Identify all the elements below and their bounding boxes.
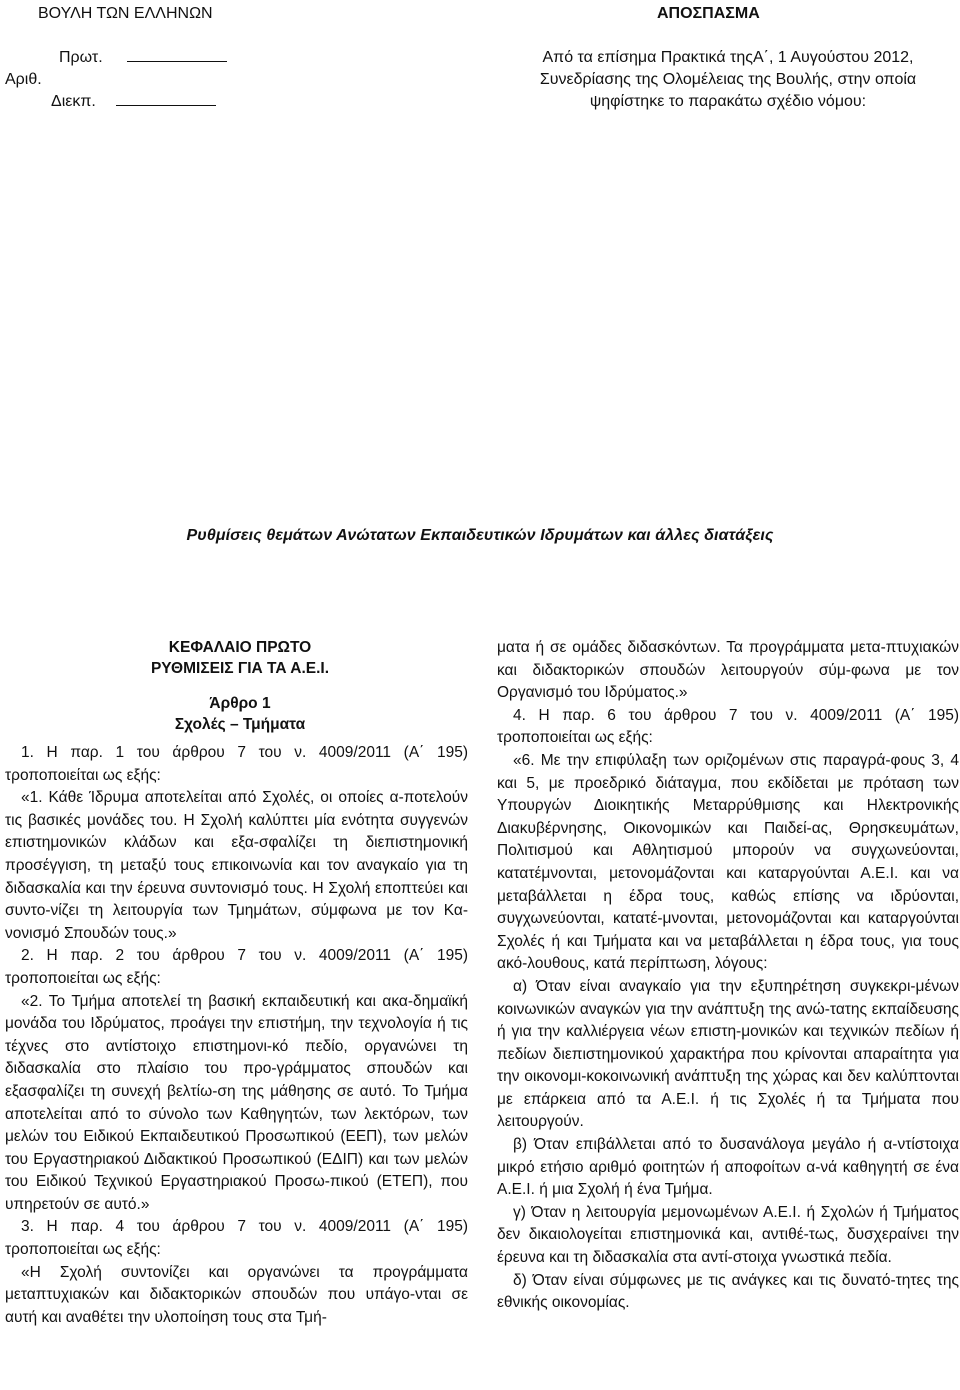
session-line: Συνεδρίασης της Ολομέλειας της Βουλής, στην οποία [539, 71, 917, 88]
arith-label: Αριθ. [5, 71, 42, 88]
chapter-title: ΚΕΦΑΛΑΙΟ ΠΡΩΤΟ [168, 639, 312, 656]
paragraph: δ) Όταν είναι σύμφωνες με τις ανάγκες και τις δυνατό-τητες της εθνικής οικονομίας. [497, 1271, 959, 1312]
prot-number-blank [127, 47, 227, 62]
left-column [5, 742, 468, 1329]
paragraph: α) Όταν είναι αναγκαίο για την εξυπηρέτηση συγκεκρι-μένων κοινωνικών αναγκών για την ανάπτυξη της ανώ-τατης εκπαίδευσης ή για την καλλιέργεια νέων επιστη-μονικών και τεχνικών πεδίων ή πεδίων διεπιστημονικού χαρακτήρα που κρίνονται απαραίτητα για την οικονομι-κοκοινωνική ανάπτυξη της χώρας και δεν καλύπτονται με επάρκεια από τα Α.Ε.Ι. ή τις Σχολές ή τα Τμήματα που λειτουργούν. [497, 977, 959, 1131]
session-line: ψηφίστηκε το παρακάτω σχέδιο νόμου: [589, 93, 867, 110]
paragraph: «6. Με την επιφύλαξη των οριζομένων στις παραγρά-φους 3, 4 και 5, με προεδρικό διάταγμα, που εκδίδεται με πρόταση των Υπουργών Διοικητικής Μεταρρύθμισης και Ηλεκτρονικής Διακυβέρνησης, Οικονομικών και Παιδεί-ας, Θρησκευμάτων, Πολιτισμού και Αθλητισμού μπορούν να συγχωνεύονται, κατατέμνονται, μετονομάζονται και καταργούνται Α.Ε.Ι. και να μεταβάλλεται η έδρα τους, καθώς επίσης να ιδρύονται, συγχωνεύονται, κατατέ-μνονται, μετονομάζονται και καταργούνται Σχολές ή και Τμήματα και να μεταβάλλεται η έδρα τους, για τους ακό-λουθους, κατά περίπτωση, λόγους: [497, 751, 959, 973]
bill-subject: Ρυθμίσεις θεμάτων Ανώτατων Εκπαιδευτικών Ιδρυμάτων και άλλες διατάξεις [186, 527, 774, 544]
session-info [488, 47, 960, 113]
article-title: Σχολές – Τμήματα [174, 716, 306, 733]
paragraph: β) Όταν επιβάλλεται από το δυσανάλογα μεγάλο ή α-ντίστοιχα μικρό ετήσιο αριθμό φοιτητών ή αποφοίτων α-νά καθηγητή σε ένα Α.Ε.Ι. ή μια Σχολή ή ένα Τμήμα. [497, 1136, 959, 1199]
diekp-label-text: Διεκπ. [51, 93, 96, 110]
chapter-heading [0, 637, 480, 735]
parliament-title: ΒΟΥΛΗ ΤΩΝ ΕΛΛΗΝΩΝ [38, 5, 213, 22]
prot-label [59, 47, 227, 69]
session-line: Από τα επίσημα Πρακτικά τηςΑ΄, 1 Αυγούστου 2012, [542, 49, 914, 66]
paragraph: ματα ή σε ομάδες διδασκόντων. Τα προγράμματα μετα-πτυχιακών και διδακτορικών σπουδών λειτουργούν σύμ-φωνα με τον Οργανισμό του Ιδρύματος.» [497, 639, 959, 702]
chapter-subtitle: ΡΥΘΜΙΣΕΙΣ ΓΙΑ ΤΑ Α.Ε.Ι. [150, 660, 330, 677]
diekp-number-blank [116, 91, 216, 106]
paragraph: γ) Όταν η λειτουργία μεμονωμένων Α.Ε.Ι. ή Σχολών ή Τμήματος δεν δικαιολογείται επιστημονικά και, αντιθέ-τως, δυσχεραίνει την έρευνα και τη διδασκαλία στα αντί-στοιχα γνωστικά πεδία. [497, 1203, 959, 1267]
diekp-label [51, 91, 216, 113]
paragraph: «2. Το Τμήμα αποτελεί τη βασική εκπαιδευτική και ακα-δημαϊκή μονάδα του Ιδρύματος, προάγει την επιστήμη, την τεχνολογία ή τις τέχνες στο αντίστοιχο επιστημονι-κό πεδίο, οργανώνει τη διδασκαλία στο πλαίσιο του προ-γράμματος σπουδών και εξασφαλίζει τη συνεχή βελτίω-ση της μάθησης σε αυτό. Το Τμήμα αποτελείται από το σύνολο των Καθηγητών, των λεκτόρων, των μελών του Ειδικού Εκπαιδευτικού Προσωπικού (ΕΕΠ), των μελών του Εργαστηριακού Διδακτικού Προσωπικού (ΕΔΙΠ) και των μελών του Ειδικού Τεχνικού Εργαστηριακού Προσω-πικού (ΕΤΕΠ), που υπηρετούν σε αυτό.» [5, 992, 468, 1213]
paragraph: 4. Η παρ. 6 του άρθρου 7 του ν. 4009/2011 (Α΄ 195) τροποποιείται ως εξής: [497, 706, 959, 747]
right-column [497, 637, 959, 1315]
paragraph: 1. Η παρ. 1 του άρθρου 7 του ν. 4009/2011 (Α΄ 195) τροποποιείται ως εξής: [5, 744, 468, 784]
article-number: Άρθρο 1 [209, 695, 271, 712]
paragraph: «Η Σχολή συντονίζει και οργανώνει τα προγράμματα μεταπτυχιακών και διδακτορικών σπουδών που υπάγο-νται σε αυτή και αναθέτει την υλοποίηση τους στα Τμή- [5, 1263, 468, 1326]
document-type-title: ΑΠΟΣΠΑΣΜΑ [657, 5, 760, 22]
prot-label-text: Πρωτ. [59, 49, 103, 66]
paragraph: «1. Κάθε Ίδρυμα αποτελείται από Σχολές, οι οποίες α-ποτελούν τις βασικές μονάδες του. Η Σχολή καλύπτει μία ενότητα συγγενών επιστημονικών κλάδων και εξα-σφαλίζει τη διεπιστημονική προσέγγιση, τη μεταξύ τους επικοινωνία και τον αναγκαίο για τη διδασκαλία και την έρευνα συντονισμό τους. Η Σχολή εποπτεύει και συντο-νίζει τη λειτουργία των Τμημάτων, σύμφωνα με τον Κα-νονισμό Σπουδών τους.» [5, 789, 468, 942]
paragraph: 2. Η παρ. 2 του άρθρου 7 του ν. 4009/2011 (Α΄ 195) τροποποιείται ως εξής: [5, 947, 468, 987]
paragraph: 3. Η παρ. 4 του άρθρου 7 του ν. 4009/2011 (Α΄ 195) τροποποιείται ως εξής: [5, 1218, 468, 1259]
